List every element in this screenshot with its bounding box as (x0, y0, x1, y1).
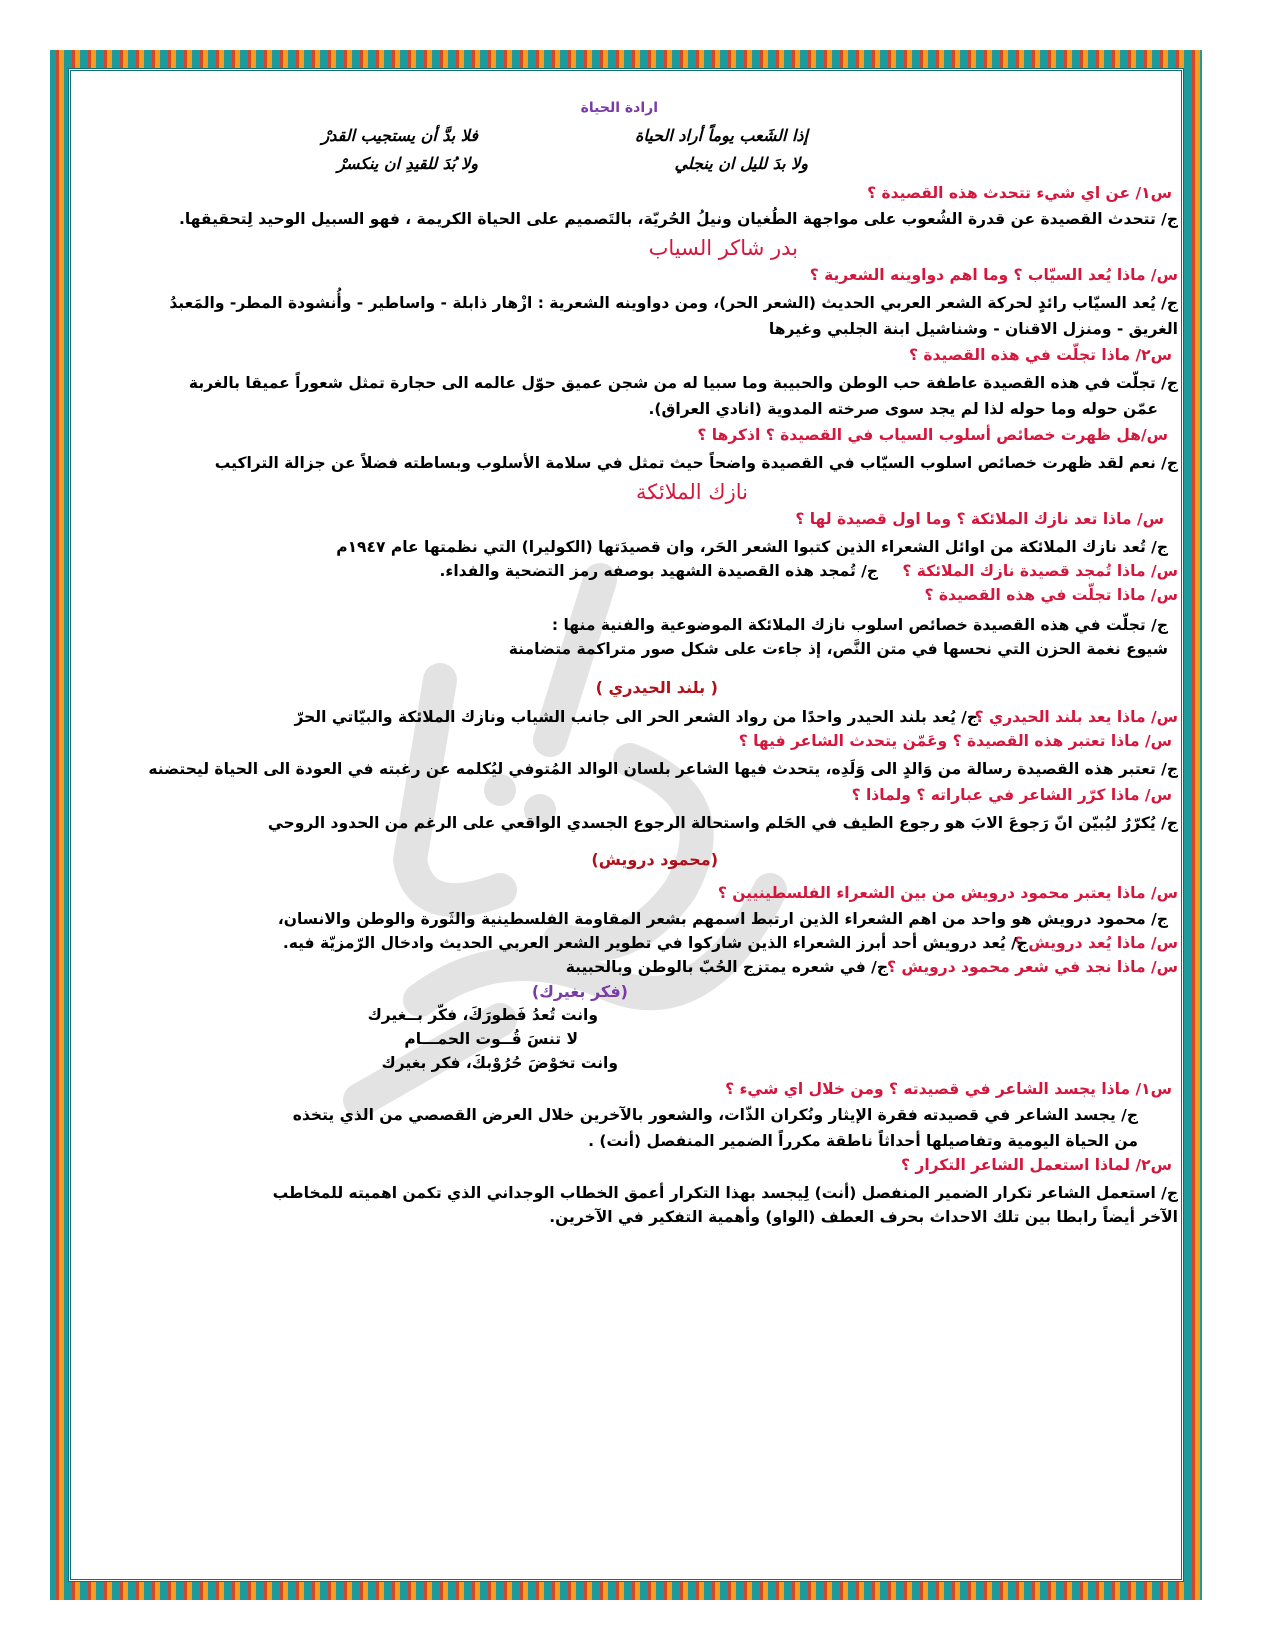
question: س/ ماذا يُعد السيّاب ؟ وما اهم دواوينه الشعرية ؟ (809, 266, 1178, 284)
question: س٢/ ماذا تجلّت في هذه القصيدة ؟ (909, 346, 1172, 364)
answer: ج/ تتحدث القصيدة عن قدرة الشُعوب على مواجهة الطُغيان ونيلُ الحُريّة، بالتَصميم على الحياة الكريمة ، فهو السبيل الوحيد لِتحقيقها. (178, 210, 1178, 228)
section-heading: (محمود درويش) (591, 850, 718, 869)
question: س/ ماذا كرّر الشاعر في عباراته ؟ ولماذا ؟ (851, 786, 1172, 804)
answer: ج/ تعتبر هذه القصيدة رسالة من وَالدٍ الى وَلَدِه، يتحدث فيها الشاعر بلسان الوالد المُتوفي ليُكلمه عن رغبته في العودة الى الحياة ليحتضنه (148, 760, 1178, 778)
question: س/ ماذا نجد في شعر محمود درويش ؟ (887, 958, 1178, 976)
answer: ج/ استعمل الشاعر تكرار الضمير المنفصل (أنت) لِيجسد بهذا التكرار أعمق الخطاب الوجداني الذي تكمن اهميته للمخاطب (272, 1184, 1178, 1202)
answer: ج/ يُعد درويش أحد أبرز الشعراء الذين شاركوا في تطوير الشعر العربي الحديث وادخال الرّمزيّة فيه. (282, 934, 1028, 952)
answer: ج/ تجلّت في هذه القصيدة خصائص اسلوب نازك الملائكة الموضوعية والفنية منها : (551, 616, 1168, 634)
answer: من الحياة اليومية وتفاصيلها أحداثاً ناطقة مكرراً الضمير المنفصل (أنت) . (588, 1132, 1138, 1150)
question: س/ ماذا تُمجد قصيدة نازك الملائكة ؟ (902, 562, 1178, 580)
answer: ج/ يُعد السيّاب رائدٍ لحركة الشعر العربي الحديث (الشعر الحر)، ومن دواوينه الشعرية : ازْهار ذابلة - واساطير - وأُنشودة المطر- والمَعبدُ (169, 294, 1178, 312)
section-heading: ( بلند الحيدري ) (595, 678, 718, 697)
answer: ج/ تُعد نازك الملائكة من اوائل الشعراء الذين كتبوا الشعر الحَر، وان قصيدَتها (الكوليرا) التي نظمتها عام ١٩٤٧م (336, 538, 1168, 556)
poem-verse: إذا الشَعب يوماً أراد الحياة (635, 126, 808, 145)
answer: الغريق - ومنزل الاقنان - وشناشيل ابنة الجلبي وغيرها (768, 320, 1178, 338)
poem-line: وانت تُعدُ فَطورَكَ، فكّر بــغيرك (367, 1006, 598, 1024)
question: س/ ماذا تجلّت في هذه القصيدة ؟ (924, 586, 1178, 604)
answer: ج/ تجلّت في هذه القصيدة عاطفة حب الوطن والحبيبة وما سبيا له من شجن عميق حوّل عالمه الى حجارة تمثل شعوراً عميقا بالغربة (188, 374, 1178, 392)
question: س/ ماذا تعتبر هذه القصيدة ؟ وعَمّن يتحدث الشاعر فيها ؟ (738, 732, 1172, 750)
answer: ج/ نعم لقد ظهرت خصائص اسلوب السيّاب في القصيدة واضحاً حيث تمثل في سلامة الأسلوب وبساطته فضلاً عن جزالة التراكيب (214, 454, 1178, 472)
poem-verse: ولا بُدَ للقيدِ ان ينكسرْ (337, 154, 478, 173)
question: س/هل ظهرت خصائص أسلوب السياب في القصيدة ؟ اذكرها ؟ (697, 426, 1168, 444)
page-title: ارادة الحياة (580, 100, 658, 116)
question: س٢/ لماذا استعمل الشاعر التكرار ؟ (901, 1156, 1172, 1174)
answer: ج/ في شعره يمتزج الحُبّ بالوطن وبالحبيبة (565, 958, 888, 976)
poem-title: (فكر بغيرك) (531, 982, 628, 1001)
section-heading: بدر شاكر السياب (648, 236, 798, 260)
poem-verse: فلا بدَّ أن يستجيب القدرْ (321, 126, 478, 145)
document-content (82, 96, 1178, 1586)
answer: ج/ يُعد بلند الحيدر واحدًا من رواد الشعر الحر الى جانب الشياب ونازك الملائكة والبيّاتي الحرّ (294, 708, 978, 726)
question: س/ ماذا يُعد درويش ؟ (1013, 934, 1178, 952)
poem-line: لا تنسَ قُــوت الحمـــام (404, 1030, 578, 1048)
question: س١/ ماذا يجسد الشاعر في قصيدته ؟ ومن خلال اي شيء ؟ (725, 1080, 1172, 1098)
answer: ج/ تُمجد هذه القصيدة الشهيد بوصفه رمز التضحية والفداء. (439, 562, 878, 580)
answer: ج/ يُكرّرُ ليُبيّن انّ رَجوعَ الابَ هو رجوع الطيف في الحَلم واستحالة الرجوع الجسدي الواقعي على الرغم من الحدود الروحي (267, 814, 1178, 832)
question: س/ ماذا يعد بلند الحيدري ؟ (974, 708, 1178, 726)
section-heading: نازك الملائكة (636, 480, 748, 504)
answer: شيوع نغمة الحزن التي نحسها في متن النَّص، إذ جاءت على شكل صور متراكمة متضامنة (508, 640, 1168, 658)
poem-verse: ولا بدَ لليل ان ينجلي (674, 154, 808, 173)
question: س/ ماذا تعد نازك الملائكة ؟ وما اول قصيدة لها ؟ (795, 510, 1164, 528)
answer: عمّن حوله وما حوله لذا لم يجد سوى صرخته المدوية (انادي العراق). (648, 400, 1158, 418)
answer: الآخر أيضاً رابطا بين تلك الاحداث بحرف العطف (الواو) وأهمية التفكير في الآخرين. (549, 1208, 1178, 1226)
answer: ج/ يجسد الشاعر في قصيدته فقرة الإيثار ونُكران الذّات، والشعور بالآخرين خلال العرض القصصي من الذي يتخذه (292, 1106, 1138, 1124)
question: س١/ عن اي شيء تتحدث هذه القصيدة ؟ (867, 184, 1172, 202)
question: س/ ماذا يعتبر محمود درويش من بين الشعراء الفلسطينيين ؟ (717, 884, 1178, 902)
answer: ج/ محمود درويش هو واحد من اهم الشعراء الذين ارتبط اسمهم بشعر المقاومة الفلسطينية والثَورة والوطن والانسان، (277, 910, 1168, 928)
poem-line: وانت تخوْضَ حُرُوْبكَ، فكر بغيرك (381, 1054, 618, 1072)
